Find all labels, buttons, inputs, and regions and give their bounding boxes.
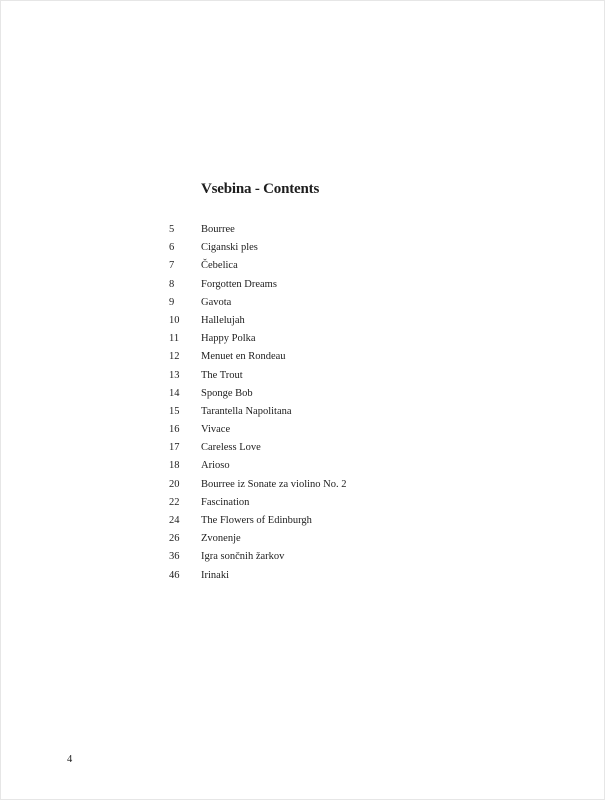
toc-page-number: 12 [169,351,180,363]
toc-entry [1,512,605,530]
toc-page-number: 7 [169,260,175,272]
toc-entry [1,403,605,421]
toc-page-number: 17 [169,442,180,454]
toc-entry [1,439,605,457]
toc-entry [1,348,605,366]
toc-entry [1,276,605,294]
toc-page-number: 5 [169,224,175,235]
toc-title: Gavota [201,296,232,308]
table-of-contents [1,221,605,585]
toc-page-number: 18 [169,460,180,472]
toc-title: Fascination [201,496,250,508]
toc-entry [1,330,605,348]
toc-entry [1,257,605,275]
toc-title: The Trout [201,369,243,381]
toc-entry [1,476,605,494]
toc-entry [1,530,605,548]
toc-page-number: 36 [169,551,180,563]
toc-page-number: 14 [169,387,180,399]
toc-entry [1,421,605,439]
page-number: 4 [67,754,73,765]
toc-title: Bourree [201,224,235,235]
toc-entry [1,294,605,312]
toc-title: Arioso [201,460,230,472]
toc-title: Ciganski ples [201,242,258,254]
toc-entry [1,221,605,239]
toc-title: Irinaki [201,569,229,581]
toc-title: Vivace [201,424,231,436]
toc-page-number: 24 [169,515,180,526]
toc-title: Igra sončnih žarkov [201,551,285,563]
toc-page-number: 20 [169,478,180,490]
toc-title: Happy Polka [201,333,256,345]
toc-entry [1,367,605,385]
toc-page-number: 9 [169,296,175,308]
toc-page-number: 46 [169,569,180,581]
toc-title: Careless Love [201,442,261,454]
toc-page-number: 26 [169,533,180,545]
toc-page-number: 22 [169,496,180,508]
toc-page-number: 16 [169,424,180,436]
toc-page-number: 13 [169,369,180,381]
toc-entry [1,239,605,257]
toc-title: Hallelujah [201,314,245,326]
toc-page-number: 8 [169,278,175,290]
toc-title: Forgotten Dreams [201,278,277,290]
toc-title: Sponge Bob [201,387,253,399]
toc-title: Tarantella Napolitana [201,405,292,417]
toc-title: Menuet en Rondeau [201,351,286,363]
toc-entry [1,312,605,330]
toc-title: The Flowers of Edinburgh [201,515,312,526]
toc-title: Zvonenje [201,533,241,545]
toc-entry [1,567,605,585]
toc-page-number: 11 [169,333,180,345]
toc-title: Čebelica [201,260,238,272]
toc-page-number: 15 [169,405,180,417]
contents-heading: Vsebina - Contents [201,181,320,197]
toc-entry [1,457,605,475]
toc-title: Bourree iz Sonate za violino No. 2 [201,478,347,490]
toc-page-number: 6 [169,242,175,254]
toc-entry [1,494,605,512]
toc-entry [1,385,605,403]
toc-page-number: 10 [169,314,180,326]
toc-entry [1,548,605,566]
